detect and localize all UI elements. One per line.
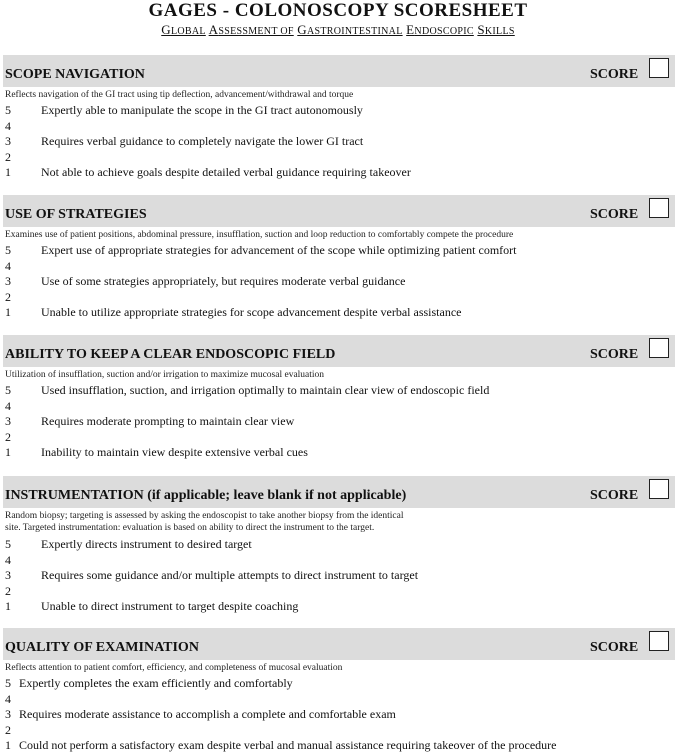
- page-title: GAGES - COLONOSCOPY SCORESHEET: [148, 0, 528, 21]
- score-label: SCORE: [590, 67, 639, 82]
- section-description: Reflects attention to patient comfort, efficiency, and completeness of mucosal evaluation: [5, 663, 343, 673]
- subtitle-word-gastrointestinal: GASTROINTESTINAL: [297, 22, 403, 37]
- score-label: SCORE: [590, 640, 639, 655]
- section-title: ABILITY TO KEEP A CLEAR ENDOSCOPIC FIELD: [5, 347, 336, 362]
- score-level-2: 2: [5, 430, 11, 444]
- score-level-4: 4: [5, 399, 11, 413]
- score-label: SCORE: [590, 488, 639, 503]
- score-level-2: 2: [5, 584, 11, 598]
- section-title: USE OF STRATEGIES: [5, 207, 147, 222]
- score-level-1: 1 Could not perform a satisfactory exam despite verbal and manual assistance requiring takeover of the procedure: [5, 738, 557, 752]
- score-level-3: 3 Use of some strategies appropriately, but requires moderate verbal guidance: [5, 274, 406, 288]
- score-level-5: 5 Expertly directs instrument to desired target: [5, 537, 252, 551]
- score-level-3: 3 Requires moderate assistance to accomplish a complete and comfortable exam: [5, 707, 396, 721]
- section-title: QUALITY OF EXAMINATION: [5, 640, 199, 655]
- description-line: site. Targeted instrumentation: evaluation is based on ability to direct the instrument to the target.: [5, 523, 375, 533]
- subtitle-word-global: GLOBAL: [161, 22, 206, 37]
- score-checkbox-instrumentation[interactable]: [649, 479, 669, 499]
- subtitle-word-assessment: ASSESSMENT OF: [208, 22, 294, 37]
- score-level-5: 5 Expertly able to manipulate the scope in the GI tract autonomously: [5, 103, 363, 117]
- subtitle-word-skills: SKILLS: [477, 22, 515, 37]
- score-level-4: 4: [5, 553, 11, 567]
- score-label: SCORE: [590, 347, 639, 362]
- score-level-1: 1 Not able to achieve goals despite detailed verbal guidance requiring takeover: [5, 165, 411, 179]
- description-line: Random biopsy; targeting is assessed by asking the endoscopist to take another biopsy from the identical: [5, 511, 404, 521]
- score-checkbox-quality-of-examination[interactable]: [649, 631, 669, 651]
- score-level-1: 1 Unable to direct instrument to target despite coaching: [5, 599, 299, 613]
- score-level-2: 2: [5, 150, 11, 164]
- score-checkbox-scope-navigation[interactable]: [649, 58, 669, 78]
- score-level-2: 2: [5, 723, 11, 737]
- score-level-4: 4: [5, 259, 11, 273]
- section-title: INSTRUMENTATION (if applicable; leave blank if not applicable): [5, 488, 407, 503]
- page-subtitle: [0, 22, 676, 40]
- section-description: Utilization of insufflation, suction and/or irrigation to maximize mucosal evaluation: [5, 370, 325, 380]
- section-description: Examines use of patient positions, abdominal pressure, insufflation, suction and loop reduction to comfortably compete the procedure: [5, 230, 514, 240]
- score-level-5: 5 Expertly completes the exam efficiently and comfortably: [5, 676, 293, 690]
- score-level-1: 1 Inability to maintain view despite extensive verbal cues: [5, 445, 308, 459]
- section-title: SCOPE NAVIGATION: [5, 67, 145, 82]
- section-description: [5, 510, 625, 534]
- score-level-3: 3 Requires verbal guidance to completely navigate the lower GI tract: [5, 134, 364, 148]
- score-level-4: 4: [5, 692, 11, 706]
- section-description: Reflects navigation of the GI tract using tip deflection, advancement/withdrawal and torque: [5, 90, 354, 100]
- score-level-3: 3 Requires moderate prompting to maintain clear view: [5, 414, 295, 428]
- score-level-5: 5 Used insufflation, suction, and irrigation optimally to maintain clear view of endoscopic field: [5, 383, 490, 397]
- score-level-1: 1 Unable to utilize appropriate strategies for scope advancement despite verbal assistance: [5, 305, 462, 319]
- score-checkbox-use-of-strategies[interactable]: [649, 198, 669, 218]
- score-level-3: 3 Requires some guidance and/or multiple attempts to direct instrument to target: [5, 568, 419, 582]
- score-checkbox-clear-endoscopic-field[interactable]: [649, 338, 669, 358]
- score-level-4: 4: [5, 119, 11, 133]
- score-label: SCORE: [590, 207, 639, 222]
- subtitle-word-endoscopic: ENDOSCOPIC: [406, 22, 474, 37]
- score-level-2: 2: [5, 290, 11, 304]
- score-level-5: 5 Expert use of appropriate strategies for advancement of the scope while optimizing patient comfort: [5, 243, 517, 257]
